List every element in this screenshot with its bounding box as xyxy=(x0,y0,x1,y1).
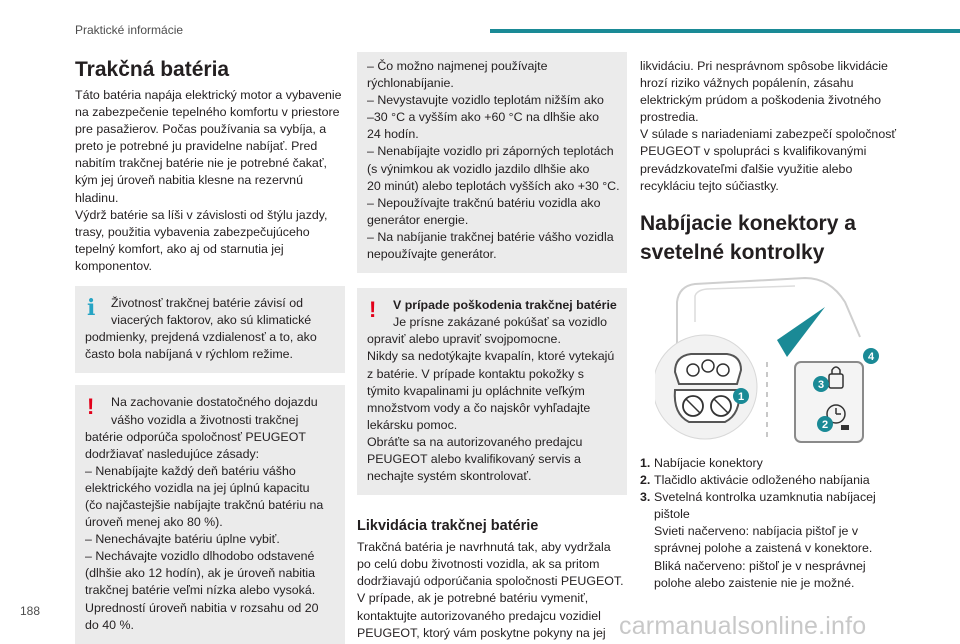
legend-item-1: 1. Nabíjacie konektory xyxy=(640,456,763,470)
pointer-arrow xyxy=(777,307,825,357)
header-accent-bar xyxy=(490,29,960,33)
svg-text:1: 1 xyxy=(737,391,745,403)
plug-icon xyxy=(841,425,849,430)
subsection-title-disposal: Likvidácia trakčnej batérie xyxy=(357,518,539,535)
charging-socket xyxy=(655,335,757,439)
warning-box-damage: ! V prípade poškodenia trakčnej batérie Je prísne zakázané pokúšať sa vozidlo opraviť alebo upraviť svojpomocne. Nikdy sa nedotýkajte kvapalín, ktoré vytekajú z batérie. V prípade kontaktu pokožky s týmito kvapalinami ju opláchnite veľkým množstvom vody a čo najskôr vyhľadajte lekársku pomoc. Obráťte sa na autorizovaného predajcu PEUGEOT alebo kvalifikovaný servis a nechajte systém skontrolovať. xyxy=(357,288,627,495)
info-box-battery-life: i Životnosť trakčnej batérie závisí od viacerých faktorov, ako sú klimatické podmienky, prejdená vzdialenosť a to, ako často bola nabíjaná v rýchlom režime. xyxy=(75,286,345,373)
column-right xyxy=(640,58,900,267)
section-title-traction-battery: Trakčná batéria xyxy=(75,58,230,81)
figure-legend xyxy=(640,455,900,592)
section-title-connectors: Nabíjacie konektory a svetelné kontrolky xyxy=(640,211,856,264)
callout-1 xyxy=(733,388,749,404)
warning-box-range: ! Na zachovanie dostatočného dojazdu vášho vozidla a životnosti trakčnej batérie odporúča spoločnosť PEUGEOT dodržiavať nasledujúce zásady: – Nenabíjajte každý deň batériu vášho elektrického vozidla na jej úplnú kapacitu (čo najčastejšie nabíjajte trakčnú batériu na úroveň menej ako 80 %). – Nenechávajte batériu úplne vybiť. – Nechávajte vozidlo dlhodobo odstavené (dlhšie ako 12 hodín), ak je úroveň nabitia trakčnej batérie veľmi nízka alebo vysoká. Upredností úroveň nabitia v rozsahu od 20 do 40 %. xyxy=(75,385,345,643)
running-header: Praktické informácie xyxy=(75,23,184,37)
callout-3 xyxy=(813,376,829,392)
svg-text:4: 4 xyxy=(867,351,875,363)
legend-item-2: 2. Tlačidlo aktivácie odloženého nabíjania xyxy=(640,473,870,488)
page-number: 188 xyxy=(20,604,41,618)
warning-icon: ! xyxy=(369,297,377,323)
svg-text:2: 2 xyxy=(821,419,829,431)
callout-4 xyxy=(863,348,879,364)
disposal-continued-paragraph: likvidáciu. Pri nesprávnom spôsobe likvidácie hrozí riziko vážnych popálenín, zásahu elektrickým prúdom a poškodenia životného prostredia. V súlade s nariadeniami zabezpečí spoločnosť PEUGEOT v spolupráci s kvalifikovanými prevádzkovateľmi ďalšie využitie alebo recykláciu tejto súčiastky. xyxy=(640,59,897,193)
advice-box: – Čo možno najmenej používajte rýchlonabíjanie. – Nevystavujte vozidlo teplotám nižším ako –30 °C a vyšším ako +60 °C na dlhšie ako 24 hodín. – Nenabíjajte vozidlo pri záporných teplotách (s výnimkou ak vozidlo jazdilo dlhšie ako 20 minút) alebo teplotách vyšších ako +30 °C. – Nepoužívajte trakčnú batériu vozidla ako generátor energie. – Na nabíjanie trakčnej batérie vášho vozidla nepoužívajte generátor. xyxy=(357,52,627,273)
charging-connectors-figure xyxy=(655,262,890,447)
svg-text:3: 3 xyxy=(817,379,825,391)
warning-icon: ! xyxy=(87,394,95,420)
column-left xyxy=(75,58,345,644)
info-icon: i xyxy=(87,295,96,322)
watermark: carmanualsonline.info xyxy=(619,612,867,640)
disposal-paragraph: Trakčná batéria je navrhnutá tak, aby vydržala po celú dobu životnosti vozidla, ak sa pritom dodržiavajú odporúčania spoločnosti PEUGEOT. V prípade, ak je potrebné batériu vymeniť, kontaktujte autorizovaného predajcu vozidiel PEUGEOT, ktorý vám poskytne pokyny na jej xyxy=(357,540,624,640)
column-middle xyxy=(357,52,627,642)
callout-2 xyxy=(817,416,833,432)
damage-box-title: V prípade poškodenia trakčnej batérie xyxy=(393,298,617,313)
intro-paragraph: Táto batéria napája elektrický motor a vybavenie na zabezpečenie tepelného komfortu v priestore pre pasažierov. Počas používania sa vybíja, a preto je potrebné ju pravidelne nabíjať. Pred nabitím trakčnej batérie nie je potrebné čakať, kým jej úroveň nabitia klesne na rezervnú hladinu. Výdrž batérie sa líši v závislosti od štýlu jazdy, trasy, použitia vybavenia zabezpečujúceho tepelný komfort, ako aj od starnutia jej komponentov. xyxy=(75,88,342,273)
legend-item-3: 3. Svetelná kontrolka uzamknutia nabíjacej pištole Svieti načerveno: nabíjacia pištoľ je v správnej polohe a zaistená v konektore. Bliká načerveno: pištoľ je v nesprávnej polohe alebo zaistenie nie je možné. xyxy=(640,490,876,590)
